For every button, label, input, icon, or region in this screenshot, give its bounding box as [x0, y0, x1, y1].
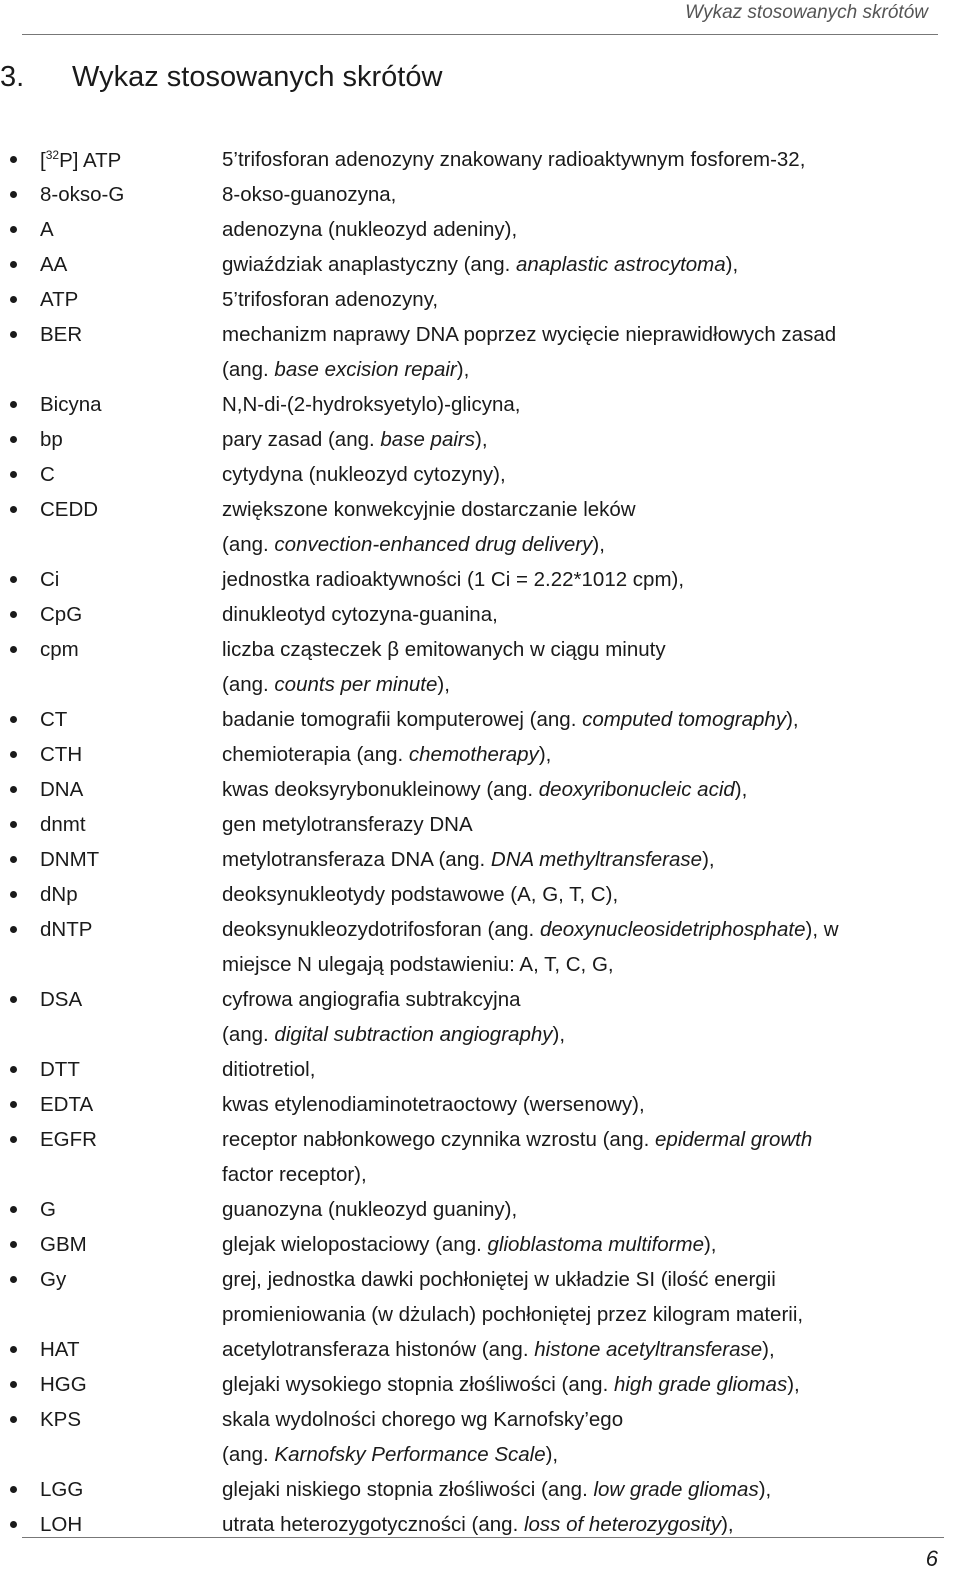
abbreviation-term: DNMT	[40, 848, 100, 871]
abbreviation-term: ATP	[40, 288, 79, 311]
bullet-icon	[10, 856, 17, 863]
abbreviation-term: CEDD	[40, 498, 99, 521]
bullet-icon	[10, 1486, 17, 1493]
list-item	[0, 881, 960, 916]
list-item	[0, 251, 960, 286]
list-item	[0, 811, 960, 846]
abbreviation-definition: pary zasad (ang. base pairs),	[222, 428, 488, 451]
abbreviation-definition: 5’trifosforan adenozyny znakowany radioaktywnym fosforem-32,	[222, 148, 806, 171]
abbreviation-term: AA	[40, 253, 68, 276]
chapter-number: 3.	[0, 61, 25, 94]
abbreviation-definition: utrata heterozygotyczności (ang. loss of heterozygosity),	[222, 1513, 734, 1536]
abbreviation-term: 8-okso-G	[40, 183, 125, 206]
list-item	[0, 706, 960, 741]
bullet-icon	[10, 261, 17, 268]
list-item	[0, 461, 960, 496]
abbreviation-definition: (ang. convection-enhanced drug delivery),	[222, 533, 605, 556]
bullet-icon	[10, 1416, 17, 1423]
abbreviation-term: DSA	[40, 988, 83, 1011]
abbreviation-term: CpG	[40, 603, 83, 626]
abbreviation-definition: liczba cząsteczek β emitowanych w ciągu minuty	[222, 638, 666, 661]
bullet-icon	[10, 1346, 17, 1353]
abbreviation-term: DNA	[40, 778, 84, 801]
bullet-icon	[10, 821, 17, 828]
list-item	[0, 741, 960, 776]
abbreviation-definition: guanozyna (nukleozyd guaniny),	[222, 1198, 518, 1221]
footer-rule	[22, 1537, 944, 1538]
bullet-icon	[10, 716, 17, 723]
abbreviation-definition: badanie tomografii komputerowej (ang. computed tomography),	[222, 708, 799, 731]
abbreviation-definition: (ang. digital subtraction angiography),	[222, 1023, 566, 1046]
abbreviation-definition: 8-okso-guanozyna,	[222, 183, 397, 206]
abbreviation-term: KPS	[40, 1408, 82, 1431]
abbreviation-term: A	[40, 218, 54, 241]
bullet-icon	[10, 191, 17, 198]
bullet-icon	[10, 471, 17, 478]
abbreviation-definition: glejak wielopostaciowy (ang. glioblastoma multiforme),	[222, 1233, 717, 1256]
abbreviation-term: DTT	[40, 1058, 80, 1081]
bullet-icon	[10, 786, 17, 793]
abbreviation-term: bp	[40, 428, 63, 451]
abbreviation-term: cpm	[40, 638, 79, 661]
list-item	[0, 1406, 960, 1441]
abbreviation-term: HAT	[40, 1338, 80, 1361]
abbreviation-definition: receptor nabłonkowego czynnika wzrostu (ang. epidermal growth	[222, 1128, 813, 1151]
abbreviation-definition: deoksynukleozydotrifosforan (ang. deoxynucleosidetriphosphate), w	[222, 918, 839, 941]
abbreviation-term: CTH	[40, 743, 83, 766]
list-item	[0, 1476, 960, 1511]
abbreviation-definition: chemioterapia (ang. chemotherapy),	[222, 743, 552, 766]
bullet-icon	[10, 506, 17, 513]
abbreviation-term: dNp	[40, 883, 78, 906]
page-number: 6	[925, 1546, 938, 1571]
abbreviation-term: Ci	[40, 568, 60, 591]
abbreviation-term: HGG	[40, 1373, 87, 1396]
bullet-icon	[10, 436, 17, 443]
term-prefix: [	[40, 149, 46, 172]
abbreviation-definition: zwiększone konwekcyjnie dostarczanie leków	[222, 498, 636, 521]
list-item	[0, 426, 960, 461]
bullet-icon	[10, 401, 17, 408]
list-item-continuation	[0, 1441, 960, 1476]
bullet-icon	[10, 1206, 17, 1213]
abbreviation-definition: kwas deoksyrybonukleinowy (ang. deoxyribonucleic acid),	[222, 778, 748, 801]
abbreviation-term: G	[40, 1198, 56, 1221]
list-item-continuation	[0, 356, 960, 391]
abbreviation-definition: factor receptor),	[222, 1163, 367, 1186]
abbreviation-definition: miejsce N ulegają podstawieniu: A, T, C, G,	[222, 953, 614, 976]
list-item	[0, 1091, 960, 1126]
abbreviation-definition: promieniowania (w dżulach) pochłoniętej przez kilogram materii,	[222, 1303, 804, 1326]
running-header-title: Wykaz stosowanych skrótów	[685, 2, 928, 23]
list-item	[0, 601, 960, 636]
bullet-icon	[10, 1381, 17, 1388]
abbreviation-term: LOH	[40, 1513, 83, 1536]
list-item-continuation	[0, 1021, 960, 1056]
list-item	[0, 1336, 960, 1371]
abbreviation-definition: glejaki wysokiego stopnia złośliwości (ang. high grade gliomas),	[222, 1373, 800, 1396]
abbreviation-definition: cyfrowa angiografia subtrakcyjna	[222, 988, 521, 1011]
abbreviation-definition: (ang. base excision repair),	[222, 358, 470, 381]
abbreviation-definition: ditiotretiol,	[222, 1058, 316, 1081]
bullet-icon	[10, 226, 17, 233]
list-item-continuation	[0, 1301, 960, 1336]
list-item	[0, 391, 960, 426]
abbreviation-term: CT	[40, 708, 68, 731]
bullet-icon	[10, 1136, 17, 1143]
list-item	[0, 776, 960, 811]
bullet-icon	[10, 331, 17, 338]
abbreviation-definition: deoksynukleotydy podstawowe (A, G, T, C),	[222, 883, 619, 906]
abbreviation-term: dNTP	[40, 918, 93, 941]
list-item	[0, 286, 960, 321]
bullet-icon	[10, 891, 17, 898]
term-suffix: P] ATP	[59, 149, 122, 172]
abbreviation-definition: (ang. counts per minute),	[222, 673, 450, 696]
running-header	[22, 0, 938, 35]
list-item	[0, 636, 960, 671]
abbreviation-term: Gy	[40, 1268, 67, 1291]
bullet-icon	[10, 1101, 17, 1108]
abbreviation-definition: dinukleotyd cytozyna-guanina,	[222, 603, 498, 626]
abbreviation-definition: grej, jednostka dawki pochłoniętej w układzie SI (ilość energii	[222, 1268, 776, 1291]
list-item	[0, 1196, 960, 1231]
term-superscript: 32	[45, 148, 60, 162]
bullet-icon	[10, 926, 17, 933]
bullet-icon	[10, 576, 17, 583]
abbreviation-term: Bicyna	[40, 393, 102, 416]
abbreviation-term: C	[40, 463, 55, 486]
abbreviation-definition: (ang. Karnofsky Performance Scale),	[222, 1443, 559, 1466]
list-item	[0, 566, 960, 601]
bullet-icon	[10, 1276, 17, 1283]
abbreviation-definition: mechanizm naprawy DNA poprzez wycięcie nieprawidłowych zasad	[222, 323, 837, 346]
list-item	[0, 181, 960, 216]
abbreviation-definition: cytydyna (nukleozyd cytozyny),	[222, 463, 506, 486]
abbreviation-term: EGFR	[40, 1128, 97, 1151]
abbreviation-definition: metylotransferaza DNA (ang. DNA methyltransferase),	[222, 848, 715, 871]
abbreviation-list	[0, 146, 960, 1546]
bullet-icon	[10, 646, 17, 653]
abbreviation-definition: gwiaździak anaplastyczny (ang. anaplastic astrocytoma),	[222, 253, 739, 276]
list-item	[0, 146, 960, 181]
abbreviation-term: dnmt	[40, 813, 86, 836]
bullet-icon	[10, 996, 17, 1003]
abbreviation-definition: adenozyna (nukleozyd adeniny),	[222, 218, 518, 241]
bullet-icon	[10, 751, 17, 758]
abbreviation-definition: N,N-di-(2-hydroksyetylo)-glicyna,	[222, 393, 521, 416]
bullet-icon	[10, 1241, 17, 1248]
list-item	[0, 1056, 960, 1091]
list-item	[0, 1266, 960, 1301]
bullet-icon	[10, 1066, 17, 1073]
list-item	[0, 916, 960, 951]
abbreviation-definition: acetylotransferaza histonów (ang. histone acetyltransferase),	[222, 1338, 775, 1361]
bullet-icon	[10, 296, 17, 303]
abbreviation-term: GBM	[40, 1233, 87, 1256]
list-item-continuation	[0, 671, 960, 706]
bullet-icon	[10, 156, 17, 163]
abbreviation-definition: kwas etylenodiaminotetraoctowy (wersenowy),	[222, 1093, 645, 1116]
list-item	[0, 1126, 960, 1161]
list-item-continuation	[0, 531, 960, 566]
list-item	[0, 1231, 960, 1266]
chapter-title-text: Wykaz stosowanych skrótów	[72, 61, 443, 94]
abbreviation-definition: gen metylotransferazy DNA	[222, 813, 473, 836]
abbreviation-term: EDTA	[40, 1093, 94, 1116]
list-item	[0, 1511, 960, 1546]
list-item-continuation	[0, 951, 960, 986]
list-item	[0, 846, 960, 881]
list-item	[0, 986, 960, 1021]
bullet-icon	[10, 1521, 17, 1528]
abbreviation-definition: glejaki niskiego stopnia złośliwości (ang. low grade gliomas),	[222, 1478, 772, 1501]
abbreviation-term: BER	[40, 323, 83, 346]
abbreviation-term	[40, 148, 121, 173]
abbreviation-definition: 5’trifosforan adenozyny,	[222, 288, 439, 311]
list-item	[0, 321, 960, 356]
abbreviation-term: LGG	[40, 1478, 84, 1501]
list-item	[0, 496, 960, 531]
list-item	[0, 216, 960, 251]
abbreviation-definition: jednostka radioaktywności (1 Ci = 2.22*1012 cpm),	[222, 568, 685, 591]
bullet-icon	[10, 611, 17, 618]
abbreviation-definition: skala wydolności chorego wg Karnofsky’ego	[222, 1408, 624, 1431]
list-item-continuation	[0, 1161, 960, 1196]
list-item	[0, 1371, 960, 1406]
